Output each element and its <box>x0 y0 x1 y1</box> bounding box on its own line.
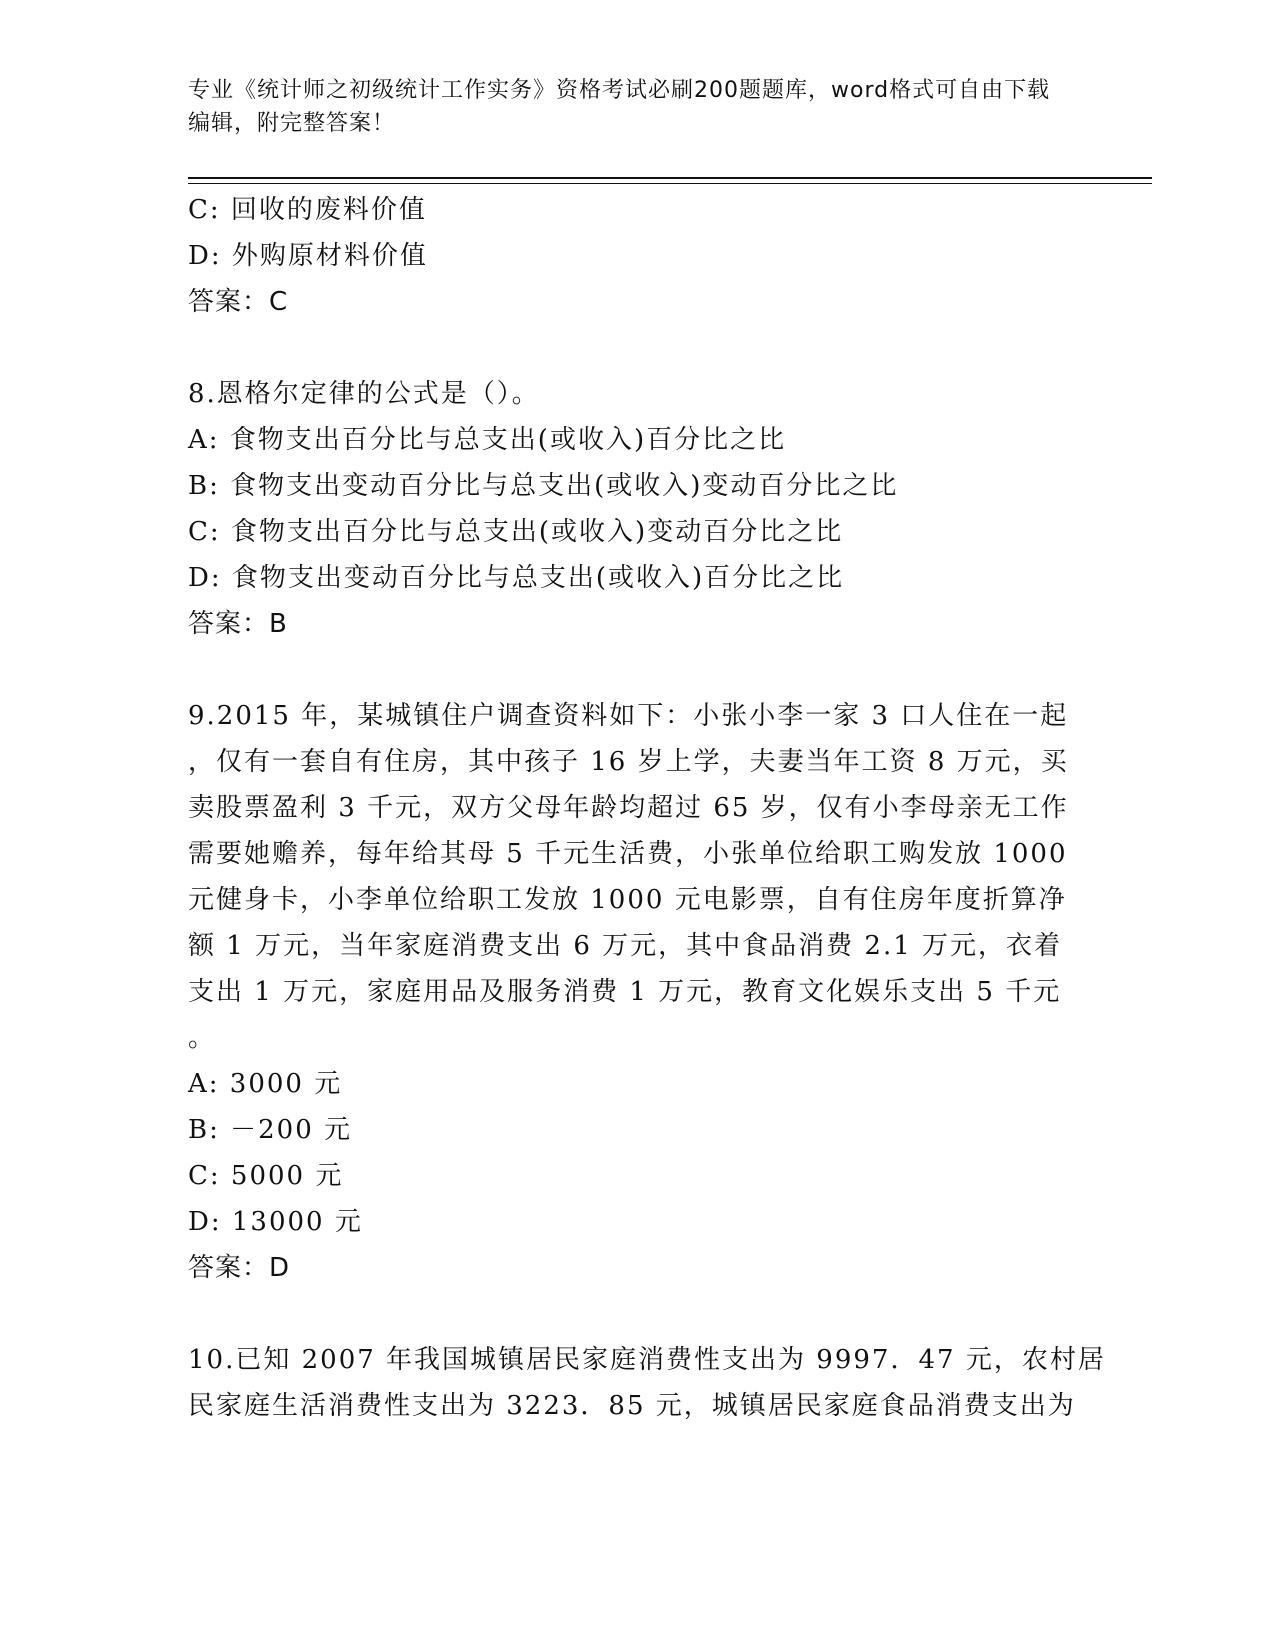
question-7-tail <box>188 187 1068 325</box>
q9-answer: 答案：D <box>188 1253 291 1283</box>
question-9 <box>188 693 1068 1291</box>
q9-option-b: B: －200 元 <box>188 1115 353 1145</box>
q9-question-line: 。 <box>188 1023 217 1053</box>
header-rule-thick <box>188 177 1152 179</box>
q8-option-b: B: 食物支出变动百分比与总支出(或收入)变动百分比之比 <box>188 471 899 501</box>
q7-option-c: C: 回收的废料价值 <box>188 195 427 225</box>
q9-question-line: ，仅有一套自有住房，其中孩子 16 岁上学，夫妻当年工资 8 万元，买 <box>188 747 1069 777</box>
spacer <box>188 1291 1068 1337</box>
header-title: 专业《统计师之初级统计工作实务》资格考试必刷200题题库，word格式可自由下载编辑，附完整答案！ <box>188 78 1051 136</box>
q9-question-line: 元健身卡，小李单位给职工发放 1000 元电影票，自有住房年度折算净 <box>188 885 1067 915</box>
question-8 <box>188 371 1068 647</box>
q10-question-line: 10.已知 2007 年我国城镇居民家庭消费性支出为 9997．47 元，农村居 <box>188 1345 1106 1375</box>
q7-answer: 答案：C <box>188 287 289 317</box>
q7-option-d: D: 外购原材料价值 <box>188 241 428 271</box>
question-10 <box>188 1337 1106 1429</box>
q8-question-text: 8.恩格尔定律的公式是（）。 <box>188 379 540 409</box>
q9-question-line: 额 1 万元，当年家庭消费支出 6 万元，其中食品消费 2.1 万元，衣着 <box>188 931 1063 961</box>
q9-question-line: 9.2015 年，某城镇住户调查资料如下：小张小李一家 3 口人住在一起 <box>188 701 1069 731</box>
q8-option-a: A: 食物支出百分比与总支出(或收入)百分比之比 <box>188 425 787 455</box>
q9-option-d: D: 13000 元 <box>188 1207 363 1237</box>
q9-question-line: 卖股票盈利 3 千元，双方父母年龄均超过 65 岁，仅有小李母亲无工作 <box>188 793 1069 823</box>
q9-option-c: C: 5000 元 <box>188 1161 344 1191</box>
header-rule-thin <box>188 183 1152 184</box>
q10-question-line: 民家庭生活消费性支出为 3223．85 元，城镇居民家庭食品消费支出为 <box>188 1391 1076 1421</box>
q9-option-a: A: 3000 元 <box>188 1069 343 1099</box>
spacer <box>188 325 1068 371</box>
q9-question-line: 需要她赡养，每年给其母 5 千元生活费，小张单位给职工购发放 1000 <box>188 839 1068 869</box>
q9-question-line: 支出 1 万元，家庭用品及服务消费 1 万元，教育文化娱乐支出 5 千元 <box>188 977 1062 1007</box>
q8-option-d: D: 食物支出变动百分比与总支出(或收入)百分比之比 <box>188 563 845 593</box>
q8-option-c: C: 食物支出百分比与总支出(或收入)变动百分比之比 <box>188 517 844 547</box>
q8-answer: 答案：B <box>188 609 288 639</box>
spacer <box>188 647 1068 693</box>
document-body <box>188 187 1106 1429</box>
document-header <box>188 74 1068 140</box>
